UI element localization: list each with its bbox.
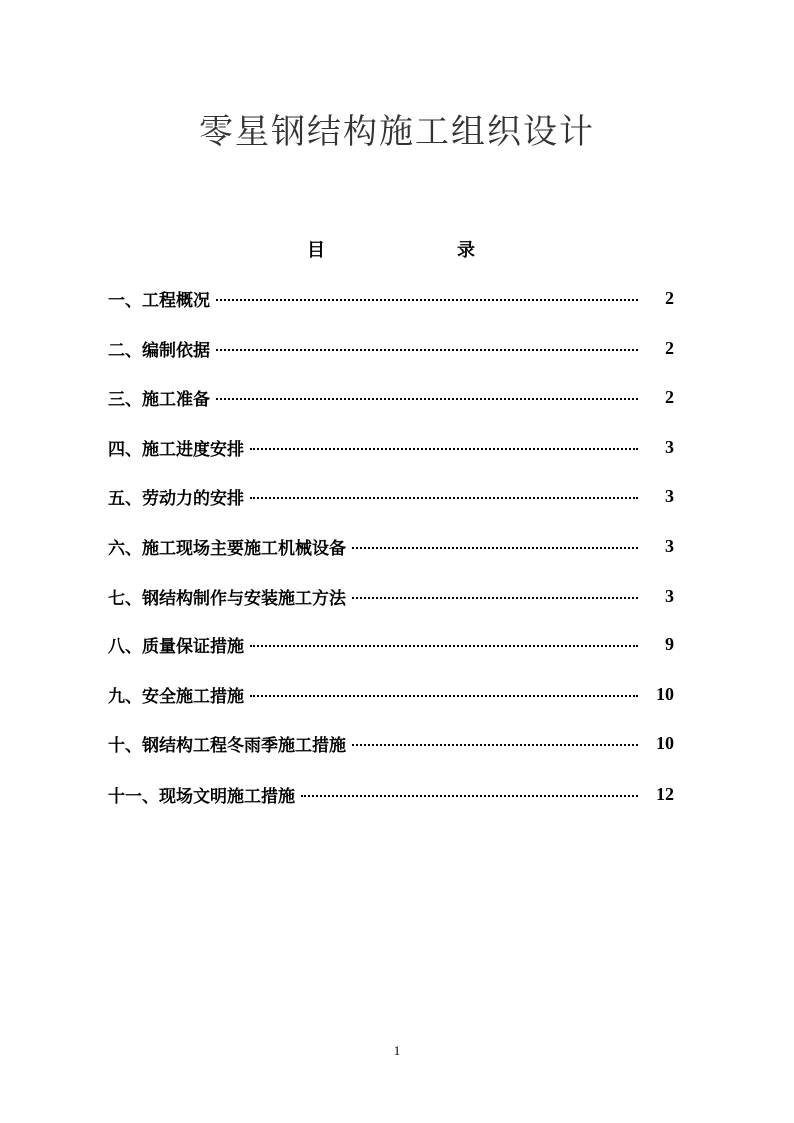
toc-entry[interactable]	[108, 385, 674, 409]
toc-entry-label: 一、工程概况	[108, 290, 210, 311]
toc-entry-label: 三、施工准备	[108, 389, 210, 410]
toc-leader-dots	[301, 795, 638, 797]
toc-leader-dots	[250, 448, 638, 450]
toc-entry-label: 二、编制依据	[108, 340, 210, 361]
toc-entry-label: 六、施工现场主要施工机械设备	[108, 538, 346, 559]
toc-leader-dots	[250, 497, 638, 499]
toc-entry-label: 十一、现场文明施工措施	[108, 786, 295, 807]
toc-entry-page: 3	[665, 535, 674, 556]
toc-leader-dots	[216, 349, 638, 351]
toc-entry-page: 10	[656, 732, 674, 753]
toc-entry-page: 3	[665, 485, 674, 506]
toc-leader-dots	[250, 695, 638, 697]
toc-entry-label: 四、施工进度安排	[108, 439, 244, 460]
toc-entry-label: 七、钢结构制作与安装施工方法	[108, 588, 346, 609]
toc-leader-dots	[352, 547, 638, 549]
page-number: 1	[393, 1043, 401, 1058]
toc-entry[interactable]	[108, 682, 674, 706]
toc-heading-right: 录	[457, 240, 475, 261]
toc-leader-dots	[352, 744, 638, 746]
toc-entry[interactable]	[108, 435, 674, 459]
toc-entry-page: 3	[665, 585, 674, 606]
toc-heading-left: 目	[307, 240, 325, 261]
toc-leader-dots	[250, 645, 638, 647]
toc-entry-page: 2	[665, 287, 674, 308]
toc-entry[interactable]	[108, 336, 674, 360]
toc-entry-label: 八、质量保证措施	[108, 636, 244, 657]
toc-entry[interactable]	[108, 782, 674, 806]
toc-entry[interactable]	[108, 534, 674, 558]
toc-entry-page: 10	[656, 683, 674, 704]
toc-entry[interactable]	[108, 731, 674, 755]
toc-entry-page: 9	[665, 633, 674, 654]
toc-entry-label: 九、安全施工措施	[108, 686, 244, 707]
toc-leader-dots	[216, 299, 638, 301]
toc-entry-label: 十、钢结构工程冬雨季施工措施	[108, 735, 346, 756]
toc-entry-label: 五、劳动力的安排	[108, 488, 244, 509]
document-title: 零星钢结构施工组织设计	[199, 112, 595, 152]
toc-entry[interactable]	[108, 286, 674, 310]
toc-entry[interactable]	[108, 584, 674, 608]
toc-entry[interactable]	[108, 484, 674, 508]
toc-entry-page: 12	[656, 783, 674, 804]
toc-entry-page: 3	[665, 436, 674, 457]
toc-entry-page: 2	[665, 337, 674, 358]
toc-entry[interactable]	[108, 632, 674, 656]
toc-leader-dots	[352, 597, 638, 599]
toc-leader-dots	[216, 398, 638, 400]
toc-entry-page: 2	[665, 386, 674, 407]
